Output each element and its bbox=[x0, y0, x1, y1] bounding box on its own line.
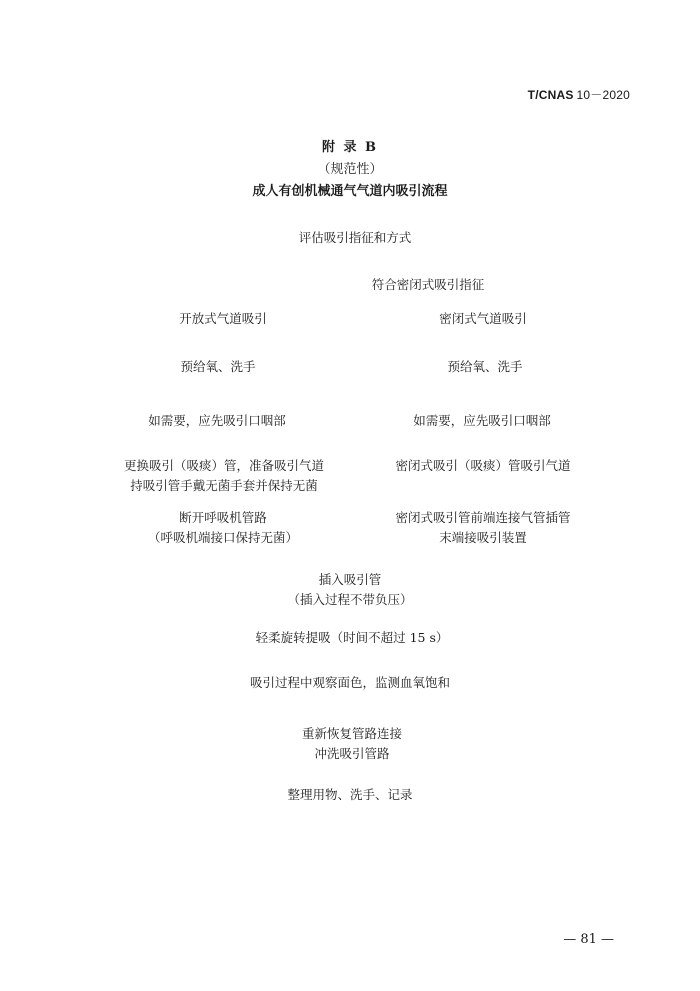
open-prepare-node bbox=[124, 456, 324, 496]
appendix-title: 附 录 B bbox=[321, 140, 379, 155]
open-disconnect-line-1: 断开呼吸机管路 bbox=[179, 510, 267, 525]
open-prepare-line-2: 持吸引管手戴无菌手套并保持无菌 bbox=[130, 478, 318, 493]
closed-connect-line-2: 末端接吸引装置 bbox=[439, 530, 527, 545]
insert-node bbox=[287, 570, 412, 610]
observe-node: 吸引过程中观察面色，监测血氧饱和 bbox=[249, 675, 451, 690]
standard-code-prefix: T/CNAS bbox=[527, 88, 574, 102]
closed-oropharynx-node: 如需要，应先吸引口咽部 bbox=[413, 413, 551, 428]
standard-code bbox=[528, 86, 630, 103]
restore-line-1: 重新恢复管路连接 bbox=[301, 726, 403, 741]
standard-code-number: 10－2020 bbox=[576, 88, 630, 102]
restore-line-2: 冲洗吸引管路 bbox=[314, 746, 390, 761]
open-prepare-line-1: 更换吸引（吸痰）管，准备吸引气道 bbox=[123, 458, 325, 473]
rotate-node: 轻柔旋转提吸（时间不超过 15 s） bbox=[255, 630, 449, 645]
closed-connect-line-1: 密闭式吸引管前端连接气管插管 bbox=[395, 510, 571, 525]
closed-suction-node: 密闭式气道吸引 bbox=[439, 311, 527, 326]
closed-connect-node bbox=[395, 508, 570, 548]
open-disconnect-line-2: （呼吸机端接口保持无菌） bbox=[147, 530, 299, 545]
closed-preoxygen-node: 预给氧、洗手 bbox=[447, 359, 523, 374]
open-oropharynx-node: 如需要，应先吸引口咽部 bbox=[148, 413, 286, 428]
closed-indication-node: 符合密闭式吸引指征 bbox=[371, 277, 485, 292]
closed-suction-airway-node: 密闭式吸引（吸痰）管吸引气道 bbox=[395, 458, 571, 473]
insert-line-1: 插入吸引管 bbox=[318, 572, 382, 587]
insert-line-2: （插入过程不带负压） bbox=[287, 592, 413, 607]
restore-node bbox=[302, 724, 402, 764]
finish-node: 整理用物、洗手、记录 bbox=[287, 787, 413, 802]
flowchart-title: 成人有创机械通气气道内吸引流程 bbox=[252, 184, 448, 199]
open-disconnect-node bbox=[148, 508, 298, 548]
assess-node: 评估吸引指征和方式 bbox=[298, 230, 412, 245]
open-preoxygen-node: 预给氧、洗手 bbox=[180, 359, 256, 374]
page-number: — 81 — bbox=[563, 932, 614, 947]
open-suction-node: 开放式气道吸引 bbox=[179, 311, 267, 326]
appendix-nature: （规范性） bbox=[317, 162, 383, 177]
